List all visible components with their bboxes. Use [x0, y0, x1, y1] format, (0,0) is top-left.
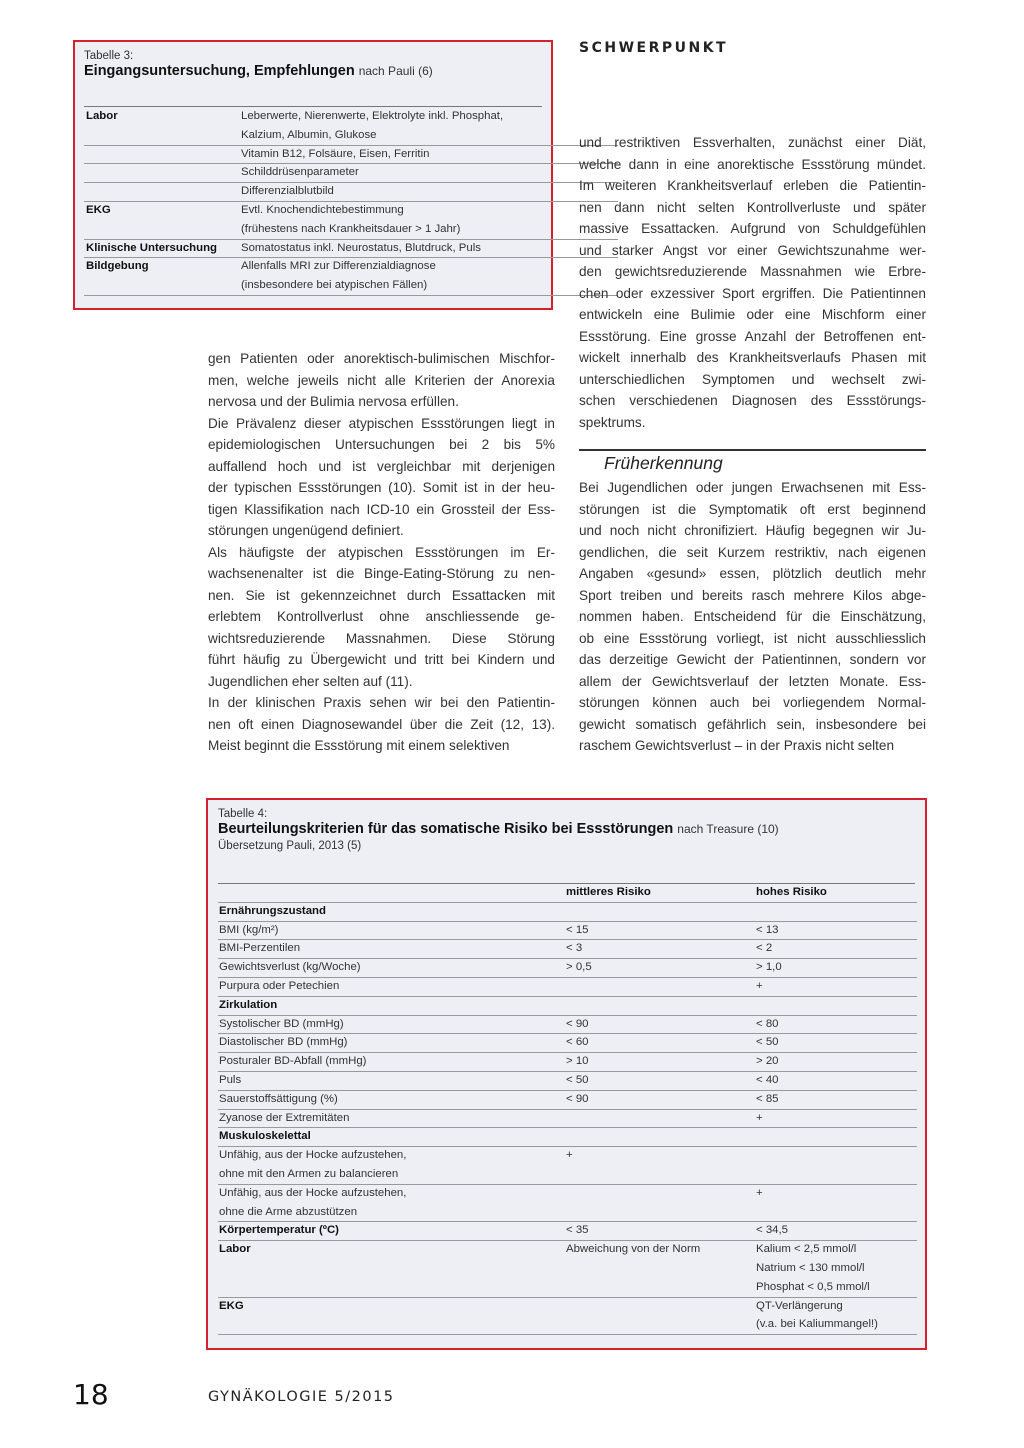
- cell-high-risk: > 1,0: [756, 961, 782, 974]
- text-column-right-bottom: [579, 477, 926, 757]
- text-line: Essstörung. Eine grosse Anzahl der Betroffenen ent-: [579, 328, 926, 344]
- cell-medium-risk: Abweichung von der Norm: [566, 1243, 701, 1256]
- text-line: den gewichtsreduzierende Massnahmen wie Erbre-: [579, 264, 926, 279]
- cell-high-risk: < 2: [756, 942, 773, 955]
- table-row: [84, 108, 618, 127]
- cell-high-risk: hohes Risiko: [756, 886, 827, 898]
- table-section-row: [218, 1128, 917, 1147]
- text-line: unterschiedlichen Symptomen und wechselt zwi-: [579, 371, 926, 387]
- cell-criterion: Gewichtsverlust (kg/Woche): [219, 961, 361, 974]
- table-row: [218, 1166, 917, 1185]
- cell-high-risk: QT-Verlängerung: [756, 1299, 843, 1312]
- table-row: [218, 1034, 917, 1053]
- cell-value: Somatostatus inkl. Neurostatus, Blutdruck, Puls: [241, 241, 481, 254]
- cell-criterion: Körpertemperatur (ºC): [219, 1224, 339, 1237]
- text-line: nen. Sie ist gekennzeichnet durch Essattacken mit: [208, 587, 555, 603]
- text-line: und starker Angst vor einer Gewichtszunahme wer-: [579, 242, 926, 258]
- cell-criterion: Sauerstoffsättigung (%): [219, 1092, 338, 1105]
- table-row: [84, 258, 618, 277]
- page-number: 18: [73, 1378, 109, 1411]
- text-line: auffallend hoch und ist vergleichbar mit derjenigen: [208, 458, 555, 474]
- table-row: [218, 1279, 917, 1298]
- text-line: Jugendlichen eher selten auf (11).: [208, 673, 413, 689]
- cell-high-risk: (v.a. bei Kaliummangel!): [756, 1318, 878, 1331]
- cell-value: (insbesondere bei atypischen Fällen): [241, 279, 428, 292]
- table-4-label: Tabelle 4:: [218, 808, 268, 820]
- table-4-subtitle: Übersetzung Pauli, 2013 (5): [218, 840, 362, 852]
- cell-medium-risk: mittleres Risiko: [566, 886, 651, 898]
- cell-medium-risk: < 90: [566, 1092, 589, 1105]
- text-line: Die Prävalenz dieser atypischen Essstörungen liegt in: [208, 415, 555, 431]
- text-line: Sport treiben und bereits rasch mehrere Kilos abge-: [579, 587, 926, 603]
- table-row: [218, 1316, 917, 1335]
- cell-category: Labor: [86, 110, 118, 122]
- cell-criterion: Puls: [219, 1074, 242, 1086]
- cell-high-risk: Natrium < 130 mmol/l: [756, 1262, 865, 1274]
- table-row: [84, 202, 618, 221]
- text-line: störungen können auch bei vorliegendem Normal-: [579, 695, 926, 710]
- table-section-row: [218, 1222, 917, 1241]
- text-line: wichtsreduzierende Massnahmen. Diese Störung: [208, 630, 555, 646]
- text-line: gendlichen, die seit Kurzem restriktiv, nach eigenen: [579, 544, 926, 560]
- cell-medium-risk: > 0,5: [566, 961, 592, 974]
- table-3-title: Eingangsuntersuchung, Empfehlungen nach Pauli (6): [84, 63, 433, 79]
- text-line: nommen haben. Entscheidend für die Einschätzung,: [579, 609, 926, 624]
- text-line: wachsenenalter ist die Binge-Eating-Störung zu nen-: [208, 566, 555, 581]
- text-line: entwickeln eine Bulimie oder eine Mischform einer: [579, 307, 926, 322]
- cell-value: Allenfalls MRI zur Differenzialdiagnose: [241, 260, 436, 273]
- cell-high-risk: Kalium < 2,5 mmol/l: [756, 1243, 857, 1256]
- text-line: Im weiteren Krankheitsverlauf erleben die Patientin-: [579, 178, 926, 193]
- cell-high-risk: > 20: [756, 1055, 779, 1068]
- cell-criterion: ohne die Arme abzustützen: [219, 1205, 358, 1218]
- table-row: [84, 146, 618, 165]
- table-3-source: nach Pauli (6): [358, 64, 433, 78]
- text-line: nen oft einen Diagnosewandel über die Zeit (12, 13).: [208, 716, 555, 732]
- cell-criterion: ohne mit den Armen zu balancieren: [219, 1168, 399, 1180]
- cell-medium-risk: < 15: [566, 923, 589, 936]
- cell-high-risk: Phosphat < 0,5 mmol/l: [756, 1280, 870, 1293]
- cell-criterion: Labor: [219, 1243, 251, 1256]
- cell-high-risk: < 80: [756, 1017, 779, 1030]
- cell-medium-risk: > 10: [566, 1055, 589, 1068]
- cell-medium-risk: < 50: [566, 1074, 589, 1086]
- cell-value: Kalzium, Albumin, Glukose: [241, 128, 377, 141]
- text-line: In der klinischen Praxis sehen wir bei den Patientin-: [208, 695, 555, 710]
- table-row: [84, 221, 618, 240]
- table-header-row: [218, 884, 917, 903]
- text-line: welche dann in eine anorektische Essstörung mündet.: [579, 156, 926, 172]
- cell-value: Leberwerte, Nierenwerte, Elektrolyte inkl. Phosphat,: [241, 110, 504, 122]
- cell-high-risk: +: [756, 1186, 763, 1199]
- table-section-row: [218, 997, 917, 1016]
- text-line: störungen ist die Symptomatik oft erst beginnend: [579, 501, 926, 517]
- cell-medium-risk: < 90: [566, 1017, 589, 1030]
- table-3-label: Tabelle 3:: [84, 50, 134, 62]
- cell-high-risk: < 34,5: [756, 1224, 788, 1237]
- table-row: [218, 1204, 917, 1223]
- text-line: erlebtem Kontrollverlust ohne anschliessende ge-: [208, 609, 555, 624]
- text-line: das derzeitige Gewicht der Patientinnen, sondern vor: [579, 652, 926, 667]
- table-row: [218, 1016, 917, 1035]
- cell-criterion: EKG: [219, 1299, 244, 1312]
- table-row: [84, 183, 618, 202]
- table-row: [84, 164, 618, 183]
- text-line: gen Patienten oder anorektisch-bulimischen Mischfor-: [208, 351, 555, 366]
- table-row: [84, 240, 618, 259]
- text-line: Bei Jugendlichen oder jungen Erwachsenen mit Ess-: [579, 480, 926, 495]
- cell-criterion: Unfähig, aus der Hocke aufzustehen,: [219, 1186, 407, 1199]
- cell-criterion: Posturaler BD-Abfall (mmHg): [219, 1055, 367, 1068]
- table-row: [218, 1091, 917, 1110]
- text-line: und noch nicht chronifiziert. Häufig begegnen wir Ju-: [579, 523, 926, 538]
- cell-high-risk: < 13: [756, 923, 779, 936]
- table-row: [218, 1260, 917, 1279]
- text-line: der typischen Essstörungen (10). Somit ist in der heu-: [208, 480, 555, 495]
- text-line: spektrums.: [579, 414, 646, 430]
- table-row: [84, 277, 618, 296]
- cell-criterion: Unfähig, aus der Hocke aufzustehen,: [219, 1149, 407, 1162]
- cell-medium-risk: +: [566, 1149, 573, 1162]
- cell-criterion: Zyanose der Extremitäten: [219, 1111, 350, 1124]
- cell-high-risk: < 40: [756, 1074, 779, 1086]
- table-row: [218, 1072, 917, 1091]
- cell-criterion: Systolischer BD (mmHg): [219, 1017, 344, 1030]
- section-rule: [579, 449, 926, 451]
- text-line: allem der Gewichtsverlauf der letzten Monate. Ess-: [579, 673, 926, 689]
- table-row: [218, 1185, 917, 1204]
- text-line: führt häufig zu Übergewicht und tritt bei Kindern und: [208, 652, 555, 667]
- cell-high-risk: < 85: [756, 1092, 779, 1105]
- table-row: [218, 922, 917, 941]
- table-4-title: Beurteilungskriterien für das somatische Risiko bei Essstörungen nach Treasure (10): [218, 821, 779, 837]
- cell-criterion: Diastolischer BD (mmHg): [219, 1036, 348, 1049]
- text-line: epidemiologischen Untersuchungen bei 2 bis 5%: [208, 437, 555, 452]
- text-line: Angaben «gesund» essen, plötzlich deutlich mehr: [579, 566, 926, 581]
- text-line: massive Essattacken. Aufgrund von Schuldgefühlen: [579, 221, 926, 236]
- text-column-left: [208, 348, 555, 757]
- text-line: nen dann nicht selten Kontrollverluste und später: [579, 199, 926, 215]
- text-line: störungen ungenügend definiert.: [208, 523, 404, 538]
- cell-criterion: Ernährungszustand: [219, 904, 326, 917]
- cell-value: Schilddrüsenparameter: [241, 166, 359, 179]
- table-section-row: [218, 1298, 917, 1317]
- cell-value: Vitamin B12, Folsäure, Eisen, Ferritin: [241, 147, 430, 160]
- cell-value: Differenzialblutbild: [241, 185, 334, 198]
- table-row: [218, 1053, 917, 1072]
- text-line: schen verschiedenen Diagnosen des Essstörungs-: [579, 393, 926, 408]
- table-row: [218, 1110, 917, 1129]
- cell-criterion: BMI (kg/m²): [219, 923, 279, 936]
- table-4: [206, 798, 927, 1350]
- table-3: [73, 40, 553, 310]
- text-line: men, welche jeweils nicht alle Kriterien der Anorexia: [208, 372, 555, 388]
- cell-high-risk: +: [756, 980, 763, 992]
- section-header: SCHWERPUNKT: [579, 40, 729, 56]
- cell-criterion: Zirkulation: [219, 998, 278, 1011]
- table-row: [218, 978, 917, 997]
- journal-name: GYNÄKOLOGIE 5/2015: [208, 1389, 395, 1405]
- cell-medium-risk: < 3: [566, 942, 583, 955]
- cell-value: (frühestens nach Krankheitsdauer > 1 Jahr): [241, 222, 461, 235]
- cell-category: EKG: [86, 203, 111, 216]
- cell-value: Evtl. Knochendichtebestimmung: [241, 203, 404, 216]
- cell-high-risk: +: [756, 1111, 763, 1124]
- cell-category: Klinische Untersuchung: [86, 241, 218, 254]
- cell-category: Bildgebung: [86, 260, 149, 273]
- cell-criterion: BMI-Perzentilen: [219, 942, 301, 955]
- text-line: ob eine Essstörung vorliegt, ist nicht ausschliesslich: [579, 630, 926, 646]
- text-line: nervosa und der Bulimia nervosa erfüllen.: [208, 394, 459, 409]
- cell-criterion: Purpura oder Petechien: [219, 980, 340, 992]
- text-line: wickelt innerhalb des Krankheitsverlaufs Phasen mit: [579, 350, 926, 365]
- section-heading: Früherkennung: [604, 453, 723, 473]
- text-line: gewicht somatisch gefährlich sein, insbesondere bei: [579, 716, 926, 732]
- table-section-row: [218, 903, 917, 922]
- text-line: Meist beginnt die Essstörung mit einem selektiven: [208, 738, 510, 753]
- table-row: [218, 1147, 917, 1166]
- table-row: [218, 959, 917, 978]
- text-line: raschem Gewichtsverlust – in der Praxis nicht selten: [579, 738, 895, 753]
- table-4-source: nach Treasure (10): [677, 822, 779, 836]
- cell-medium-risk: < 60: [566, 1036, 589, 1049]
- cell-high-risk: < 50: [756, 1036, 779, 1049]
- text-column-right-top: [579, 132, 926, 433]
- table-row: [218, 940, 917, 959]
- table-section-row: [218, 1241, 917, 1260]
- text-line: und restriktiven Essverhalten, zunächst einer Diät,: [579, 135, 926, 150]
- cell-medium-risk: < 35: [566, 1224, 589, 1237]
- text-line: chen oder exzessiver Sport ergriffen. Die Patientinnen: [579, 285, 926, 301]
- table-3-rows: [84, 108, 618, 296]
- cell-criterion: Muskuloskelettal: [219, 1130, 311, 1143]
- text-line: Als häufigste der atypischen Essstörungen im Er-: [208, 544, 555, 560]
- table-row: [84, 127, 618, 146]
- text-line: tigen Klassifikation nach ICD-10 ein Grossteil der Ess-: [208, 501, 555, 517]
